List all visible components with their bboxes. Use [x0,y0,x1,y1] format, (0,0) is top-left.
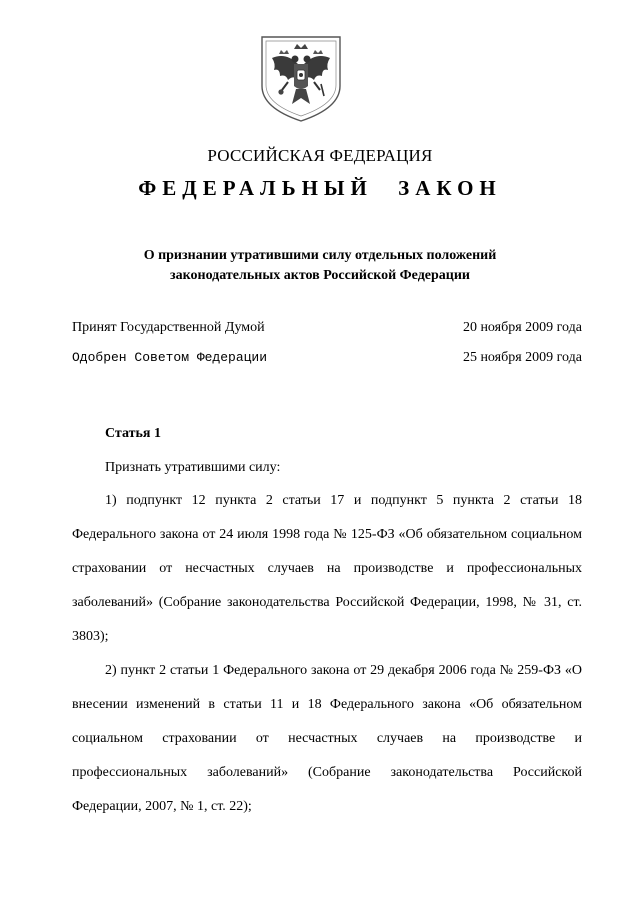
law-title [60,246,580,286]
council-date: 25 ноября 2009 года [462,350,582,365]
article-item-1: 1) подпункт 12 пункта 2 статьи 17 и подпункт 5 пункта 2 статьи 18 Федерального закона от 24 июля 1998 года № 125-ФЗ «Об обязательном социальном страховании от несчастных случаев на производстве и профессиональных заболеваний» (Собрание законодательства Российской Федерации, 1998, № 31, ст. 3803); [72,493,582,644]
duma-date: 20 ноября 2009 года [462,320,582,335]
article-intro: Признать утратившими силу: [105,460,281,475]
duma-adoption-row [72,320,582,340]
duma-label: Принят Государственной Думой [72,320,265,335]
law-title-line-1: О признании утратившими силу отдельных положений [143,248,497,263]
council-label: Одобрен Советом Федерации [72,350,268,365]
article-item-2: 2) пункт 2 статьи 1 Федерального закона от 29 декабря 2006 года № 259-ФЗ «О внесении изменений в статьи 11 и 18 Федерального закона «Об обязательном социальном страховании от несчастных случаев на производстве и профессиональных заболеваний» (Собрание законодательства Российской Федерации, 2007, № 1, ст. 22); [72,663,582,814]
law-title-line-2: законодательных актов Российской Федерации [170,268,470,283]
council-approval-row [72,350,582,370]
article-heading: Статья 1 [105,426,161,441]
law-type-heading: ФЕДЕРАЛЬНЫЙ ЗАКОН [138,176,502,200]
coat-of-arms-icon [258,34,344,124]
country-name: РОССИЙСКАЯ ФЕДЕРАЦИЯ [207,146,433,165]
